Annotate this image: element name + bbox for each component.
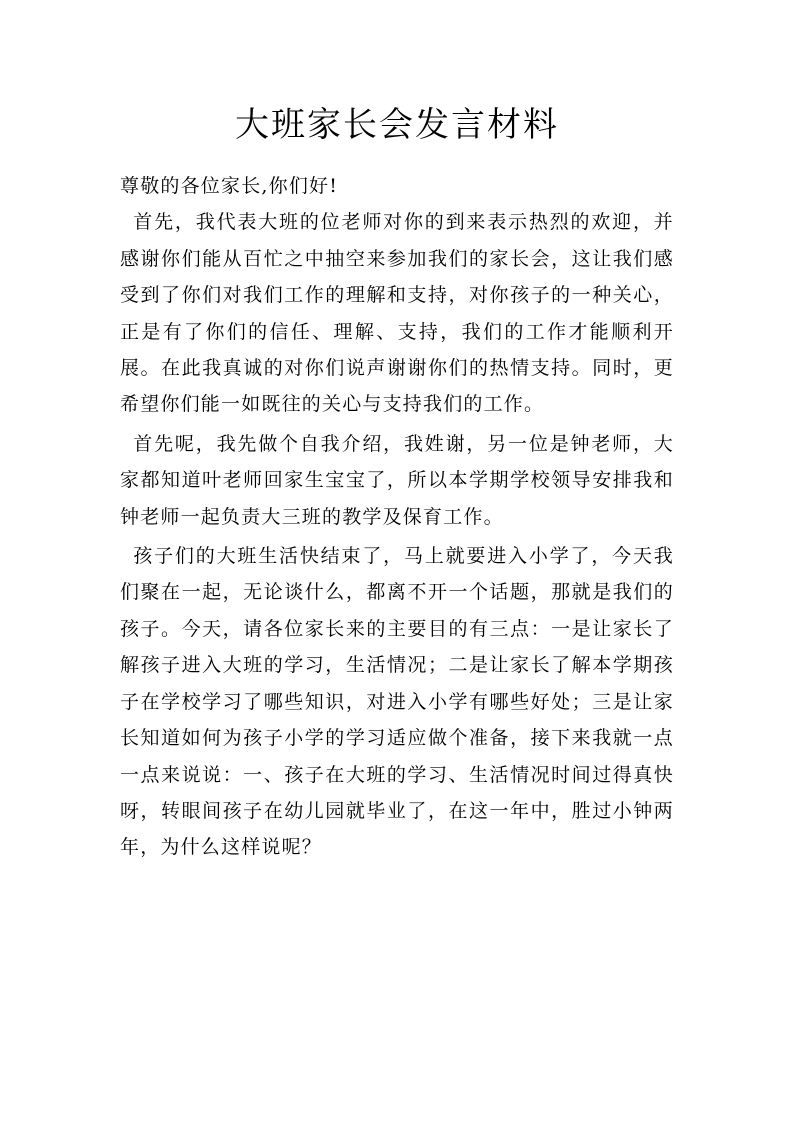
paragraph-meeting-purpose: 孩子们的大班生活快结束了，马上就要进入小学了，今天我们聚在一起，无论谈什么，都离不开一个话题，那就是我们的孩子。今天，请各位家长来的主要目的有三点：一是让家长了解孩子进入大班的学习，生活情况；二是让家长了解本学期孩子在学校学习了哪些知识，对进入小学有哪些好处；三是让家长知道如何为孩子小学的学习适应做个准备，接下来我就一点一点来说说：一、孩子在大班的学习、生活情况时间过得真快呀，转眼间孩子在幼儿园就毕业了，在这一年中，胜过小钟两年，为什么这样说呢？	[120, 545, 674, 859]
document-body	[120, 168, 674, 866]
paragraph-welcome: 首先，我代表大班的位老师对你的到来表示热烈的欢迎，并感谢你们能从百忙之中抽空来参加我们的家长会，这让我们感受到了你们对我们工作的理解和支持，对你孩子的一种关心，正是有了你们的信任、理解、支持，我们的工作才能顺利开展。在此我真诚的对你们说声谢谢你们的热情支持。同时，更希望你们能一如既往的关心与支持我们的工作。	[120, 211, 674, 416]
document-title: 大班家长会发言材料	[235, 105, 559, 145]
paragraph-introduction: 首先呢，我先做个自我介绍，我姓谢，另一位是钟老师，大家都知道叶老师回家生宝宝了，所以本学期学校领导安排我和钟老师一起负责大三班的教学及保育工作。	[120, 432, 674, 528]
greeting-line: 尊敬的各位家长,你们好!	[120, 175, 339, 197]
